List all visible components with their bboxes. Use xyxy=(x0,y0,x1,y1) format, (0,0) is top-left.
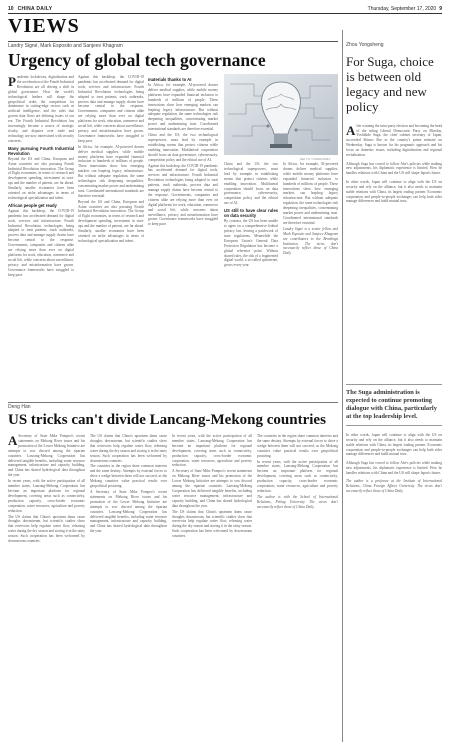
article1-col3-body-b: China and the US, the two technological superpowers, must lead by example in establishing norms that protect citizens while enabling innovation. Multilateral cooperation should focus on data governance, cybersecurity, competition policy and the ethical use of AI. xyxy=(148,133,218,162)
technology-illustration xyxy=(224,74,338,155)
article2-author-bio: The author is with the School of International Relations, Peking University. The views don't necessarily reflect those of China Daily. xyxy=(257,494,338,509)
right-body-3: In other words, Japan will continue to align with the US on security and rely on the alliance, but it also needs to maintain stable relations with China, its largest trading partner. Economic cooperation and people-to-people exchanges can help both sides manage differences and build mutual trust. xyxy=(346,432,442,457)
right-body-lower xyxy=(346,429,442,679)
article2-col3-body: In recent years, with the active participation of all member states, Lancang-Mekong Cooperation has become an important platform for regional development, covering areas such as connectivity, production capacity, cross-border economic cooperation, water resources, agriculture and poverty reduction. xyxy=(172,434,252,468)
page-number-right: 9 xyxy=(439,5,442,12)
article1-headline: Urgency of global tech governance xyxy=(8,50,266,70)
article1-col5-body: In Africa, for example, AI-powered drones deliver medical supplies, while mobile money platforms have expanded financial inclusion to hundreds of millions of people. These innovations show how emerging markets can leapfrog legacy infrastructure. But without adequate regulation, the same technologies risk deepening inequalities, concentrating market power and undermining trust. Coordinated international standards are therefore essential. xyxy=(283,162,338,225)
article1-column-2 xyxy=(78,75,144,397)
right-body-1: After winning the intra-party election and becoming the head of the ruling Liberal Democratic Party on Monday, Yoshihide Suga, the chief cabinet secretary of Japan, succeeded Shinzo Abe as the country's prime minister on Wednesday. Suga is known for his pragmatic approach and his focus on domestic issues, including digitalization and regional revitalization. xyxy=(346,122,442,158)
article2-col3-body-c: The US claims that China's upstream dams cause droughts downstream, but scientific studies show that reservoirs help regulate water flow, releasing water during the dry season and storing it in the rainy season. Such cooperation has been welcomed by downstream countries. xyxy=(172,509,252,539)
article2-column-3 xyxy=(172,434,252,742)
article2-col2-body-b: The countries in the region share common interests and the same destiny. Attempts by external forces to drive a wedge between them will not succeed, as the Mekong countries value practical results over geopolitical posturing. xyxy=(90,464,167,489)
page-header xyxy=(8,4,442,13)
article2-col4-body-b: In recent years, with the active participation of all member states, Lancang-Mekong Cooperation has become an important platform for regional development, covering areas such as connectivity, production capacity, cross-border economic cooperation, water resources, agriculture and poverty reduction. xyxy=(257,459,338,493)
article1-col1-body: Beyond the US and China, European and Asian countries are also pursuing Fourth Industrial Revolution innovation. The Group of Eight economies, in terms of research and development spending, investment in start-ups and the number of patents, are far ahead. Similarly, smaller economies have been oriented on niche advantages in terms of technological specialization and talent. xyxy=(8,156,74,200)
article1-col3-body-c: Against this backdrop, the COVID-19 pandemic has accelerated demand for digital tools, services and infrastructure. Fourth Industrial Revolution technologies being adapted to treat patients, track outbreaks, process data and manage supply chains have become central to the response. Governments, companies and citizens alike are relying more than ever on digital platforms for work, education, commerce and social life, while concerns about surveillance, privacy and misinformation have grown. Governance frameworks have struggled to keep pace. xyxy=(148,163,218,227)
right-author: Zhou Yongsheng xyxy=(346,42,384,48)
article1-col3-body: In Africa, for example, AI-powered drones deliver medical supplies, while mobile money platforms have expanded financial inclusion to hundreds of millions of people. These innovations show how emerging markets can leapfrog legacy infrastructure. But without adequate regulation, the same technologies risk deepening inequalities, concentrating market power and undermining trust. Coordinated international standards are therefore essential. xyxy=(148,83,218,132)
right-body xyxy=(346,120,442,380)
article2-headline: US tricks can't divide Lancang-Mekong countries xyxy=(8,412,326,428)
article1-subhead-1: Many pursuing Fourth Industrial Revolution xyxy=(8,145,74,156)
right-opinion-column xyxy=(346,30,442,679)
article1-col1-body-b: Against this backdrop, the COVID-19 pandemic has accelerated demand for digital tools, services and infrastructure. Fourth Industrial Revolution technologies being adapted to treat patients, track outbreaks, process data and manage supply chains have become central to the response. Governments, companies and citizens alike are relying more than ever on digital platforms for work, education, commerce and social life, while concerns about surveillance, privacy and misinformation have grown. Governance frameworks have struggled to keep pace. xyxy=(8,208,74,277)
article1-col2-body: Against this backdrop, the COVID-19 pandemic has accelerated demand for digital tools, services and infrastructure. Fourth Industrial Revolution technologies being adapted to treat patients, track outbreaks, process data and manage supply chains have become central to the response. Governments, companies and citizens alike are relying more than ever on digital platforms for work, education, commerce and social life, while concerns about surveillance, privacy and misinformation have grown. Governance frameworks have struggled to keep pace. xyxy=(78,75,144,143)
pullquote-rule-bottom xyxy=(346,425,442,426)
right-body-4: Although Suga has vowed to follow Abe's policies while making new adjustments, his diplomatic experience is limited. How he handles relations with China and the US will shape Japan's future. xyxy=(346,460,442,475)
article1-author-bio: Landry Signé is a senior fellow and Mark Esposito and Sanjeev Khagram are contributors to the Brookings Institution. The views don't necessarily reflect those of China Daily. xyxy=(283,226,338,256)
article1-subhead-3: materials thanks to AI xyxy=(148,77,192,82)
article1-col4-body-b: By contrast, the US has been unable to agree on a comprehensive federal privacy law, leaving a patchwork of state regulations. Meanwhile the European Union's General Data Protection Regulation has become a global reference point. Without shared rules, the risk of a fragmented digital world, a so-called splinternet, grows every year. xyxy=(224,219,278,268)
brand-name: CHINA DAILY xyxy=(17,5,53,12)
article1-column-5 xyxy=(283,162,338,397)
article1-subhead-2: African people get ready xyxy=(8,202,57,208)
article1-col2-body-b: In Africa, for example, AI-powered drones deliver medical supplies, while mobile money platforms have expanded financial inclusion to hundreds of millions of people. These innovations show how emerging markets can leapfrog legacy infrastructure. But without adequate regulation, the same technologies risk deepening inequalities, concentrating market power and undermining trust. Coordinated international standards are therefore essential. xyxy=(78,144,144,198)
article2-column-4 xyxy=(257,434,338,742)
section-rule xyxy=(8,41,338,42)
article2-byline: Deng Han xyxy=(8,404,31,410)
article2-col1-body-c: The US claims that China's upstream dams cause droughts downstream, but scientific studies show that reservoirs help regulate water flow, releasing water during the dry season and storing it in the rainy season. Such cooperation has been welcomed by downstream countries. xyxy=(8,514,85,544)
article2-col3-body-b: A Secretary of State Mike Pompeo's recent statements on Mekong River issues and his promotion of the Lower Mekong Initiative are attempts to sow discord among the riparian countries. Lancang-Mekong Cooperation has delivered tangible benefits, including water resource management, infrastructure and capacity building, and China has shared hydrological data throughout the year. xyxy=(172,469,252,508)
issue-date: Thursday, September 17, 2020 xyxy=(367,5,437,12)
right-author-bio: The author is a professor at the Institute of International Relations, China Foreign Affairs University. The views don't necessarily reflect those of China Daily. xyxy=(346,479,442,494)
right-body-2: Although Suga has vowed to follow Abe's policies while making new adjustments, his diplomatic experience is limited. How he handles relations with China and the US will shape Japan's future. xyxy=(346,161,442,176)
article1-column-3 xyxy=(148,75,218,397)
column-divider xyxy=(342,30,343,742)
article-separator xyxy=(8,402,338,403)
article1-subhead-4: US still to have clear rules on data security xyxy=(224,208,278,219)
article1-intro: Pandemic lockdowns, digitalization and the acceleration of the Fourth Industrial Revolution are all driving a shift in global governance. How the world's technological leaders will shape the geopolitical order, the competition for dominance in cutting-edge sectors such as artificial intelligence, and the rules that govern data flows are defining issues of our era. The Fourth Industrial Revolution has increasingly become a source of strategic rivalry, and disputes over trade and technology are now intertwined with security concerns. xyxy=(8,75,74,143)
article2-column-1 xyxy=(8,434,85,742)
article1-byline: Landry Signé, Mark Esposito and Sanjeev Khagram xyxy=(8,43,123,49)
pullquote-rule-top xyxy=(346,384,442,385)
article2-col4-body: The countries in the region share common interests and the same destiny. Attempts by external forces to drive a wedge between them will not succeed, as the Mekong countries value practical results over geopolitical posturing. xyxy=(257,434,338,458)
article2-col1-body-b: In recent years, with the active participation of all member states, Lancang-Mekong Cooperation has become an important platform for regional development, covering areas such as connectivity, production capacity, cross-border economic cooperation, water resources, agriculture and poverty reduction. xyxy=(8,479,85,513)
right-body-2b: In other words, Japan will continue to align with the US on security and rely on the alliance, but it also needs to maintain stable relations with China, its largest trading partner. Economic cooperation and people-to-people exchanges can help both sides manage differences and build mutual trust. xyxy=(346,179,442,204)
article2-col1-body: ASecretary of State Mike Pompeo's recent statements on Mekong River issues and his promotion of the Lower Mekong Initiative are attempts to sow discord among the riparian countries. Lancang-Mekong Cooperation has delivered tangible benefits, including water resource management, infrastructure and capacity building, and China has shared hydrological data throughout the year. xyxy=(8,434,85,478)
article1-col2-body-c: Beyond the US and China, European and Asian countries are also pursuing Fourth Industrial Revolution innovation. The Group of Eight economies, in terms of research and development spending, investment in start-ups and the number of patents, are far ahead. Similarly, smaller economies have been oriented on niche advantages in terms of technological specialization and talent. xyxy=(78,199,144,243)
article1-column-1 xyxy=(8,75,74,397)
article2-column-2 xyxy=(90,434,167,742)
article2-col2-body-c: A Secretary of State Mike Pompeo's recent statements on Mekong River issues and his promotion of the Lower Mekong Initiative are attempts to sow discord among the riparian countries. Lancang-Mekong Cooperation has delivered tangible benefits, including water resource management, infrastructure and capacity building, and China has shared hydrological data throughout the year. xyxy=(90,489,167,534)
page-number-left: 10 xyxy=(8,5,14,12)
article1-col4-body: China and the US, the two technological superpowers, must lead by example in establishing norms that protect citizens while enabling innovation. Multilateral cooperation should focus on data governance, cybersecurity, competition policy and the ethical use of AI. xyxy=(224,162,278,206)
image-credit: SHI YU / CHINA DAILY xyxy=(300,157,331,161)
pull-quote: The Suga administration is expected to continue promoting dialogue with China, particularly at the top leadership level. xyxy=(346,388,437,420)
article2-col2-body: The US claims that China's upstream dams cause droughts downstream, but scientific studies show that reservoirs help regulate water flow, releasing water during the dry season and storing it in the rainy season. Such cooperation has been welcomed by downstream countries. xyxy=(90,434,167,463)
article1-column-4 xyxy=(224,162,278,397)
right-headline: For Suga, choice is between old legacy and new policy xyxy=(346,54,434,114)
section-title: VIEWS xyxy=(8,15,80,37)
